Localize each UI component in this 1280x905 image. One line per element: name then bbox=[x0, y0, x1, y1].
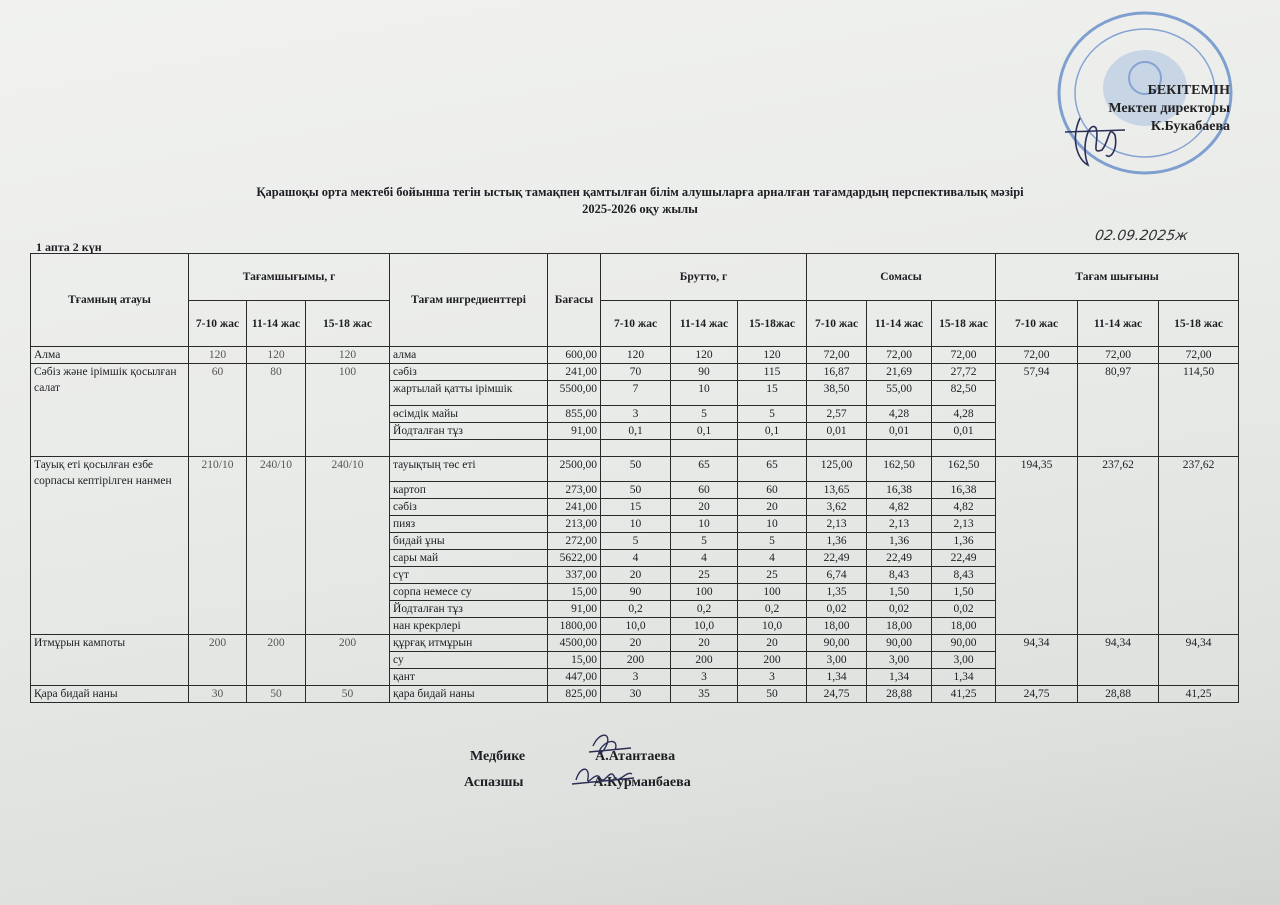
header-output: Тағам шығыны bbox=[996, 254, 1239, 301]
output-value: 41,25 bbox=[1159, 686, 1239, 703]
sum-value: 0,01 bbox=[807, 423, 867, 440]
sum-value: 3,00 bbox=[867, 652, 932, 669]
ingredient-price: 4500,00 bbox=[548, 635, 601, 652]
brutto-value: 3 bbox=[671, 669, 738, 686]
portion-value: 200 bbox=[189, 635, 247, 686]
sum-value: 72,00 bbox=[932, 347, 996, 364]
portion-value: 210/10 bbox=[189, 457, 247, 635]
portion-value: 240/10 bbox=[247, 457, 306, 635]
brutto-value: 10 bbox=[738, 516, 807, 533]
nurse-name: А.Атантаева bbox=[595, 749, 676, 764]
ingredient-name: нан крекрлері bbox=[390, 618, 548, 635]
ingredient-name: бидай ұны bbox=[390, 533, 548, 550]
header-age-output: 7-10 жас bbox=[996, 301, 1078, 347]
ingredient-price: 5622,00 bbox=[548, 550, 601, 567]
sum-value: 4,28 bbox=[867, 406, 932, 423]
table-row bbox=[31, 635, 1239, 652]
ingredient-name: сәбіз bbox=[390, 364, 548, 381]
sum-value: 1,34 bbox=[932, 669, 996, 686]
dish-name: Алма bbox=[31, 347, 189, 364]
brutto-value: 20 bbox=[671, 499, 738, 516]
brutto-value: 20 bbox=[671, 635, 738, 652]
sum-value bbox=[932, 440, 996, 457]
brutto-value: 4 bbox=[738, 550, 807, 567]
brutto-value: 25 bbox=[671, 567, 738, 584]
dish-name: Тауық еті қосылған езбе сорпасы кептірілген нанмен bbox=[31, 457, 189, 635]
brutto-value: 65 bbox=[738, 457, 807, 482]
ingredient-name: тауықтың төс еті bbox=[390, 457, 548, 482]
document-title bbox=[0, 184, 1280, 218]
brutto-value: 10,0 bbox=[738, 618, 807, 635]
sum-value: 162,50 bbox=[932, 457, 996, 482]
sum-value: 1,34 bbox=[807, 669, 867, 686]
sum-value: 4,82 bbox=[932, 499, 996, 516]
sum-value: 16,38 bbox=[932, 482, 996, 499]
ingredient-price bbox=[548, 440, 601, 457]
sum-value: 18,00 bbox=[932, 618, 996, 635]
output-value: 57,94 bbox=[996, 364, 1078, 457]
sum-value: 8,43 bbox=[867, 567, 932, 584]
brutto-value: 15 bbox=[601, 499, 671, 516]
sum-value: 1,50 bbox=[932, 584, 996, 601]
sum-value: 28,88 bbox=[867, 686, 932, 703]
ingredient-price: 855,00 bbox=[548, 406, 601, 423]
brutto-value: 65 bbox=[671, 457, 738, 482]
portion-value: 240/10 bbox=[306, 457, 390, 635]
header-price: Бағасы bbox=[548, 254, 601, 347]
ingredient-price: 241,00 bbox=[548, 364, 601, 381]
approval-title: БЕКІТЕМІН bbox=[1147, 83, 1230, 98]
sum-value: 22,49 bbox=[932, 550, 996, 567]
brutto-value: 90 bbox=[671, 364, 738, 381]
sum-value: 55,00 bbox=[867, 381, 932, 406]
brutto-value: 120 bbox=[671, 347, 738, 364]
academic-year: 2025-2026 оқу жылы bbox=[582, 202, 698, 216]
brutto-value: 0,2 bbox=[601, 601, 671, 618]
handwritten-date: 02.09.2025ж bbox=[1093, 228, 1189, 244]
ingredient-price: 600,00 bbox=[548, 347, 601, 364]
sum-value: 38,50 bbox=[807, 381, 867, 406]
header-age-portion: 11-14 жас bbox=[247, 301, 306, 347]
sum-value: 3,62 bbox=[807, 499, 867, 516]
sum-value: 13,65 bbox=[807, 482, 867, 499]
sum-value: 3,00 bbox=[807, 652, 867, 669]
output-value: 72,00 bbox=[1159, 347, 1239, 364]
portion-value: 50 bbox=[247, 686, 306, 703]
table-row bbox=[31, 364, 1239, 381]
ingredient-price: 1800,00 bbox=[548, 618, 601, 635]
header-age-portion: 7-10 жас bbox=[189, 301, 247, 347]
brutto-value: 20 bbox=[601, 635, 671, 652]
table-row bbox=[31, 686, 1239, 703]
sum-value: 1,35 bbox=[807, 584, 867, 601]
sum-value: 2,13 bbox=[932, 516, 996, 533]
output-value: 94,34 bbox=[996, 635, 1078, 686]
sum-value: 1,36 bbox=[932, 533, 996, 550]
ingredient-name: қара бидай наны bbox=[390, 686, 548, 703]
brutto-value: 70 bbox=[601, 364, 671, 381]
output-value: 94,34 bbox=[1159, 635, 1239, 686]
sum-value: 72,00 bbox=[867, 347, 932, 364]
brutto-value: 50 bbox=[738, 686, 807, 703]
brutto-value: 3 bbox=[738, 669, 807, 686]
header-age-brutto: 11-14 жас bbox=[671, 301, 738, 347]
ingredient-price: 213,00 bbox=[548, 516, 601, 533]
output-value: 237,62 bbox=[1159, 457, 1239, 635]
cook-name: А.Курманбаева bbox=[593, 775, 691, 790]
header-age-brutto: 15-18жас bbox=[738, 301, 807, 347]
sum-value: 18,00 bbox=[867, 618, 932, 635]
sum-value: 1,36 bbox=[807, 533, 867, 550]
brutto-value: 120 bbox=[738, 347, 807, 364]
header-age-sum: 7-10 жас bbox=[807, 301, 867, 347]
brutto-value: 200 bbox=[671, 652, 738, 669]
brutto-value: 10 bbox=[601, 516, 671, 533]
ingredient-name: қант bbox=[390, 669, 548, 686]
brutto-value: 60 bbox=[738, 482, 807, 499]
nurse-signature bbox=[585, 728, 635, 764]
brutto-value: 10 bbox=[671, 381, 738, 406]
sum-value: 22,49 bbox=[807, 550, 867, 567]
sum-value bbox=[807, 440, 867, 457]
output-value: 80,97 bbox=[1078, 364, 1159, 457]
portion-value: 50 bbox=[306, 686, 390, 703]
sum-value: 16,38 bbox=[867, 482, 932, 499]
dish-name: Итмұрын кампоты bbox=[31, 635, 189, 686]
ingredient-name: Йодталған тұз bbox=[390, 601, 548, 618]
brutto-value: 0,1 bbox=[601, 423, 671, 440]
brutto-value: 5 bbox=[738, 533, 807, 550]
sum-value: 0,02 bbox=[807, 601, 867, 618]
ingredient-price: 241,00 bbox=[548, 499, 601, 516]
brutto-value bbox=[671, 440, 738, 457]
ingredient-name: сары май bbox=[390, 550, 548, 567]
brutto-value bbox=[601, 440, 671, 457]
brutto-value: 30 bbox=[601, 686, 671, 703]
dish-name: Сәбіз және ірімшік қосылған салат bbox=[31, 364, 189, 457]
ingredient-price: 337,00 bbox=[548, 567, 601, 584]
header-dish-name: Тғамның атауы bbox=[31, 254, 189, 347]
nurse-role: Медбике bbox=[470, 749, 526, 764]
portion-value: 200 bbox=[306, 635, 390, 686]
header-age-output: 11-14 жас bbox=[1078, 301, 1159, 347]
ingredient-price: 825,00 bbox=[548, 686, 601, 703]
brutto-value: 10 bbox=[671, 516, 738, 533]
brutto-value: 4 bbox=[671, 550, 738, 567]
ingredient-price: 91,00 bbox=[548, 423, 601, 440]
brutto-value: 15 bbox=[738, 381, 807, 406]
header-sum: Сомасы bbox=[807, 254, 996, 301]
portion-value: 200 bbox=[247, 635, 306, 686]
approval-name: К.Букабаева bbox=[1150, 119, 1230, 134]
header-portion: Тағамшығымы, г bbox=[189, 254, 390, 301]
brutto-value: 200 bbox=[738, 652, 807, 669]
portion-value: 80 bbox=[247, 364, 306, 457]
sum-value: 125,00 bbox=[807, 457, 867, 482]
brutto-value: 0,1 bbox=[671, 423, 738, 440]
ingredient-price: 5500,00 bbox=[548, 381, 601, 406]
sum-value: 21,69 bbox=[867, 364, 932, 381]
ingredient-name bbox=[390, 440, 548, 457]
ingredient-price: 273,00 bbox=[548, 482, 601, 499]
sum-value: 162,50 bbox=[867, 457, 932, 482]
ingredient-price: 15,00 bbox=[548, 584, 601, 601]
approval-position: Мектеп директоры bbox=[1108, 101, 1230, 116]
sum-value: 0,01 bbox=[932, 423, 996, 440]
portion-value: 120 bbox=[306, 347, 390, 364]
brutto-value: 5 bbox=[738, 406, 807, 423]
ingredient-name: су bbox=[390, 652, 548, 669]
sum-value: 0,02 bbox=[867, 601, 932, 618]
ingredient-name: Йодталған тұз bbox=[390, 423, 548, 440]
header-brutto: Брутто, г bbox=[601, 254, 807, 301]
sum-value: 24,75 bbox=[807, 686, 867, 703]
ingredient-name: сорпа немесе су bbox=[390, 584, 548, 601]
output-value: 114,50 bbox=[1159, 364, 1239, 457]
sum-value: 2,13 bbox=[867, 516, 932, 533]
header-age-brutto: 7-10 жас bbox=[601, 301, 671, 347]
output-value: 72,00 bbox=[996, 347, 1078, 364]
sum-value: 18,00 bbox=[807, 618, 867, 635]
sum-value: 1,50 bbox=[867, 584, 932, 601]
brutto-value: 0,1 bbox=[738, 423, 807, 440]
portion-value: 60 bbox=[189, 364, 247, 457]
sum-value: 41,25 bbox=[932, 686, 996, 703]
sum-value: 0,02 bbox=[932, 601, 996, 618]
brutto-value: 3 bbox=[601, 669, 671, 686]
brutto-value: 5 bbox=[671, 406, 738, 423]
output-value: 194,35 bbox=[996, 457, 1078, 635]
brutto-value: 20 bbox=[738, 499, 807, 516]
brutto-value: 0,2 bbox=[738, 601, 807, 618]
brutto-value: 5 bbox=[601, 533, 671, 550]
brutto-value: 7 bbox=[601, 381, 671, 406]
portion-value: 120 bbox=[247, 347, 306, 364]
sum-value: 0,01 bbox=[867, 423, 932, 440]
brutto-value: 4 bbox=[601, 550, 671, 567]
header-ingredients: Тағам ингредиенттері bbox=[390, 254, 548, 347]
sum-value: 2,57 bbox=[807, 406, 867, 423]
brutto-value bbox=[738, 440, 807, 457]
sum-value: 22,49 bbox=[867, 550, 932, 567]
ingredient-name: жартылай қатты ірімшік bbox=[390, 381, 548, 406]
brutto-value: 35 bbox=[671, 686, 738, 703]
sum-value: 6,74 bbox=[807, 567, 867, 584]
ingredient-name: алма bbox=[390, 347, 548, 364]
sum-value: 72,00 bbox=[807, 347, 867, 364]
table-row bbox=[31, 347, 1239, 364]
ingredient-name: өсімдік майы bbox=[390, 406, 548, 423]
table-row bbox=[31, 457, 1239, 482]
output-value: 28,88 bbox=[1078, 686, 1159, 703]
sum-value: 1,34 bbox=[867, 669, 932, 686]
ingredient-price: 2500,00 bbox=[548, 457, 601, 482]
sum-value: 90,00 bbox=[932, 635, 996, 652]
header-age-output: 15-18 жас bbox=[1159, 301, 1239, 347]
portion-value: 120 bbox=[189, 347, 247, 364]
brutto-value: 90 bbox=[601, 584, 671, 601]
brutto-value: 50 bbox=[601, 482, 671, 499]
director-signature bbox=[1060, 110, 1130, 170]
brutto-value: 50 bbox=[601, 457, 671, 482]
ingredient-price: 91,00 bbox=[548, 601, 601, 618]
cook-role: Аспазшы bbox=[464, 775, 524, 790]
sum-value: 3,00 bbox=[932, 652, 996, 669]
title-line-1: Қарашоқы орта мектебі бойынша тегін ыстық тамақпен қамтылған білім алушыларға арналған тағамдардың перспективалық мәзірі bbox=[256, 185, 1024, 199]
brutto-value: 115 bbox=[738, 364, 807, 381]
sum-value: 2,13 bbox=[807, 516, 867, 533]
output-value: 237,62 bbox=[1078, 457, 1159, 635]
output-value: 72,00 bbox=[1078, 347, 1159, 364]
ingredient-name: пияз bbox=[390, 516, 548, 533]
sum-value: 4,82 bbox=[867, 499, 932, 516]
ingredient-name: сүт bbox=[390, 567, 548, 584]
brutto-value: 10,0 bbox=[671, 618, 738, 635]
brutto-value: 25 bbox=[738, 567, 807, 584]
brutto-value: 100 bbox=[738, 584, 807, 601]
sum-value: 4,28 bbox=[932, 406, 996, 423]
brutto-value: 100 bbox=[671, 584, 738, 601]
brutto-value: 3 bbox=[601, 406, 671, 423]
brutto-value: 20 bbox=[738, 635, 807, 652]
sum-value: 82,50 bbox=[932, 381, 996, 406]
sum-value: 1,36 bbox=[867, 533, 932, 550]
output-value: 24,75 bbox=[996, 686, 1078, 703]
sum-value: 90,00 bbox=[867, 635, 932, 652]
brutto-value: 60 bbox=[671, 482, 738, 499]
brutto-value: 120 bbox=[601, 347, 671, 364]
portion-value: 30 bbox=[189, 686, 247, 703]
sum-value: 8,43 bbox=[932, 567, 996, 584]
sum-value: 16,87 bbox=[807, 364, 867, 381]
week-day: 1 апта 2 күн bbox=[36, 240, 102, 254]
brutto-value: 5 bbox=[671, 533, 738, 550]
sum-value bbox=[867, 440, 932, 457]
ingredient-price: 15,00 bbox=[548, 652, 601, 669]
sum-value: 90,00 bbox=[807, 635, 867, 652]
header-age-sum: 15-18 жас bbox=[932, 301, 996, 347]
ingredient-name: құрғақ итмұрын bbox=[390, 635, 548, 652]
menu-table bbox=[30, 253, 1239, 703]
brutto-value: 0,2 bbox=[671, 601, 738, 618]
brutto-value: 200 bbox=[601, 652, 671, 669]
brutto-value: 10,0 bbox=[601, 618, 671, 635]
portion-value: 100 bbox=[306, 364, 390, 457]
ingredient-price: 272,00 bbox=[548, 533, 601, 550]
cook-signature bbox=[570, 760, 638, 794]
ingredient-name: сәбіз bbox=[390, 499, 548, 516]
ingredient-price: 447,00 bbox=[548, 669, 601, 686]
header-age-portion: 15-18 жас bbox=[306, 301, 390, 347]
ingredient-name: картоп bbox=[390, 482, 548, 499]
output-value: 94,34 bbox=[1078, 635, 1159, 686]
sum-value: 27,72 bbox=[932, 364, 996, 381]
header-age-sum: 11-14 жас bbox=[867, 301, 932, 347]
dish-name: Қара бидай наны bbox=[31, 686, 189, 703]
brutto-value: 20 bbox=[601, 567, 671, 584]
